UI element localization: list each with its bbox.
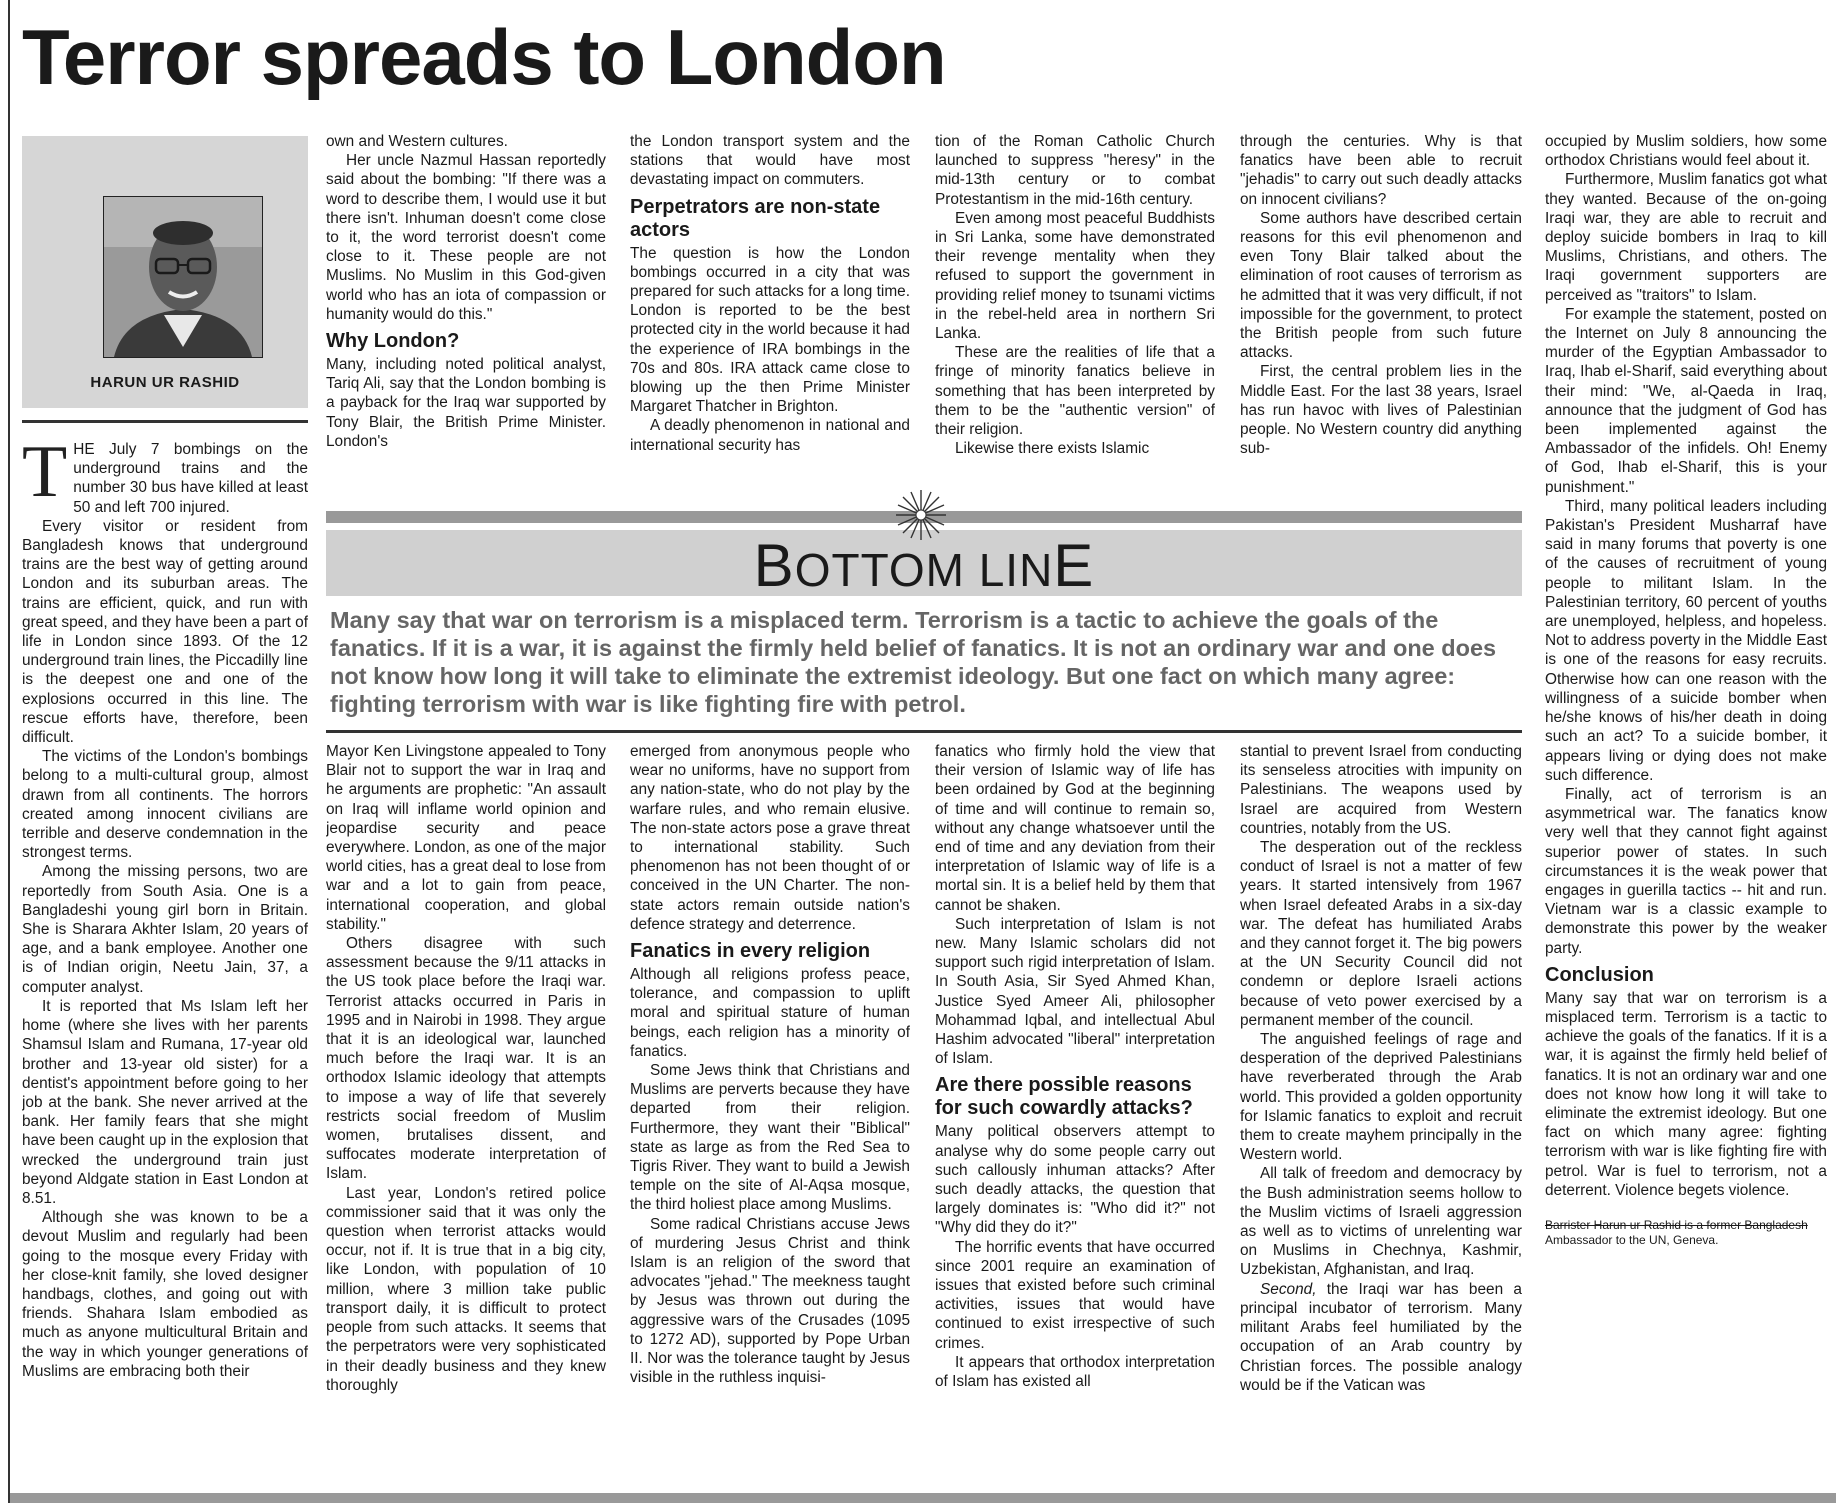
bottom-line-title-cap1: B (753, 532, 795, 599)
paragraph-text: It appears that orthodox interpretation of Islam has existed all (935, 1353, 1215, 1391)
paragraph-text: Although she was known to be a devout Muslim and regularly had been going to the mosque every Friday with her close-knit family, she loved designer handbags, clothes, and going out with friends. Shahara Islam embodied as much as anyone multicultural Britain and the way in which younger generations of Muslims are embracing both their (22, 1209, 308, 1380)
paragraph (1545, 170, 1827, 304)
paragraph (22, 862, 308, 996)
section-heading: Are there possible reasons for such cowardly attacks? (935, 1074, 1193, 1120)
paragraph (1545, 305, 1827, 497)
paragraph-text: through the centuries. Why is that fanatics have been able to recruit "jehadis" to carry out such deadly attacks on innocent civilians? (1240, 133, 1522, 208)
column-4-bottom (935, 742, 1215, 1490)
section-heading: Why London? (326, 330, 460, 353)
paragraph (630, 742, 910, 934)
column-3-bottom (630, 742, 910, 1490)
paragraph (630, 1215, 910, 1388)
paragraph-text: stantial to prevent Israel from conducting its senseless atrocities with impunity on Palestinians. The weapons used by Israel are acquired from Western countries, notably from the US. (1240, 743, 1522, 837)
paragraph (935, 1353, 1215, 1391)
paragraph (935, 439, 1215, 458)
paragraph (1240, 1280, 1522, 1395)
paragraph-text: These are the realities of life that a fringe of minority fanatics believe in something that has been interpreted by them to be the "authentic version" of their religion. (935, 344, 1215, 439)
paragraph (935, 1238, 1215, 1353)
paragraph-text: It is reported that Ms Islam left her home (where she lives with her parents Shamsul Islam and Rumana, 17-year old brother and 13-year old sister) for a dentist's appointment before going to her job at the bank. She never arrived at the bank. Her family fears that she might have been caught up in the explosion that wrecked the underground train just beyond Aldgate station in East London at 8.51. (22, 997, 308, 1207)
bottom-line-pullquote: Many say that war on terrorism is a misplaced term. Terrorism is a tactic to achieve the goals of the fanatics. If it is a war, it is against the firmly held belief of fanatics. It is not an ordinary war and one does not know how long it will take to eliminate the extremist ideology. But one fact on which many agree: fighting terrorism with war is like fighting fire with petrol. (330, 607, 1497, 717)
paragraph-text: Many, including noted political analyst, Tariq Ali, say that the London bombing is a payback for the Iraq war supported by Tony Blair, the British Prime Minister. London's (326, 356, 606, 450)
column-6-body (1545, 132, 1827, 1200)
bottom-line-title-small: OTTOM LIN (794, 544, 1054, 596)
paragraph-text: Third, many political leaders including Pakistan's President Musharraf have said in many forums that poverty is one of the causes of recruitment of young people to militant Islam. In the Palestinian territory, 60 percent of youths are unemployed, helpless, and hopeless. Not to address poverty in the Middle East is one of the reasons for easy recruits. Otherwise how can one reason with the willingness of a suicide bomber when he/she knows of his/her death in doing such an act? To a suicide bomber, it appears living or dying does not make such difference. (1545, 497, 1827, 784)
paragraph-text: Last year, London's retired police commissioner said that it was only the question when terrorist attacks would occur, not if. It is true that in a big city, like London, with population of 10 million, where 3 million take public transport daily, it is difficult to protect people from such attacks. It seems that the perpetrators were very sophisticated in their deadly business and they knew thoroughly (326, 1184, 606, 1394)
paragraph (935, 915, 1215, 1069)
footnote-line-1: Barrister Harun ur Rashid is a former Bangladesh (1545, 1217, 1808, 1232)
bottom-line-title-cap2: E (1053, 532, 1095, 599)
author-box (22, 136, 308, 408)
drop-cap: T (22, 440, 68, 513)
italic-lead: Second, (1260, 1280, 1317, 1298)
paragraph (1240, 1164, 1522, 1279)
paragraph (935, 742, 1215, 915)
paragraph (326, 1184, 606, 1395)
paragraph-text: own and Western cultures. (326, 133, 508, 150)
paragraph (22, 747, 308, 862)
author-portrait-icon (103, 196, 263, 358)
paragraph-text: Likewise there exists Islamic (955, 440, 1150, 458)
paragraph (1240, 362, 1522, 458)
paragraph-text: Many political observers attempt to analyse why do some people carry out such callously inhuman attacks? After such deadly attacks, the question that largely dominates is: "Who did it?" not "Why did they do it?" (935, 1123, 1215, 1237)
paragraph (22, 997, 308, 1208)
paragraph (935, 209, 1215, 343)
paragraph (1240, 742, 1522, 838)
paragraph (630, 1061, 910, 1215)
paragraph-text: emerged from anonymous people who wear no uniforms, have no support from any nation-state, who do not play by the warfare rules, and who remain elusive. The non-state actors pose a grave threat to international stability. Such phenomenon has not been thought of or conceived in the UN Charter. The non-state actors remain outside nation's defence strategy and deterrence. (630, 743, 910, 933)
paragraph-text: The anguished feelings of rage and desperation of the deprived Palestinians have reverberated through the Arab world. This provided a golden opportunity for Islamic fanatics to exploit and recruit them to create mayhem principally in the Western world. (1240, 1031, 1522, 1164)
paragraph-text: Every visitor or resident from Bangladesh knows that underground trains are the best way of getting around London and its suburban areas. The trains are efficient, quick, and run with great speed, and they have been a part of life in London since 1893. Of the 12 underground train lines, the Piccadilly line is the deepest one and one of the explosions occurred in this line. The rescue efforts have, therefore, been difficult. (22, 517, 308, 747)
paragraph (630, 965, 910, 1061)
paragraph (326, 934, 606, 1184)
paragraph (630, 416, 910, 454)
left-page-rule (8, 0, 10, 1503)
paragraph (630, 132, 910, 190)
column-2-top (326, 132, 606, 507)
column-3-top (630, 132, 910, 507)
paragraph (935, 1122, 1215, 1237)
paragraph (326, 742, 606, 934)
paragraph-text: Even among most peaceful Buddhists in Sri Lanka, some have demonstrated their revenge mentality when they refused to support the government in providing relief money to tsunami victims in the rebel-held area in northern Sri Lanka. (935, 209, 1215, 343)
paragraph-text: Her uncle Nazmul Hassan reportedly said about the bombing: "If there was a word to describe them, I would use it but there isn't. Inhuman doesn't come close to it, the word terrorist doesn't come close to it. These people are not Muslims. No Muslim in this God-given world who has an iota of compassion or humanity would do this." (326, 152, 606, 323)
paragraph (1240, 838, 1522, 1030)
paragraph (326, 151, 606, 324)
paragraph-text: All talk of freedom and democracy by the Bush administration seems hollow to the Muslim victims of Israeli aggression as well as to victims of unrelenting war on Muslims in Chechnya, Kashmir, Uzbekistan, Afghanistan, and Iraq. (1240, 1165, 1522, 1279)
paragraph-text: The question is how the London bombings occurred in a city that was prepared for such attacks for a long time. London is reported to be the best protected city in the world because it had the experience of IRA bombings in the 70s and 80s. IRA attack came close to blowing up the then Prime Minister Margaret Thatcher in Brighton. (630, 244, 910, 416)
paragraph-text: Finally, act of terrorism is an asymmetrical war. The fanatics know very well that they cannot fight against superior power of states. In such circumstances it is the weak power that engages in guerilla tactics -- hit and run. Vietnam war is a classic example to demonstrate this power by the weaker party. (1545, 785, 1827, 957)
paragraph-text: Mayor Ken Livingstone appealed to Tony Blair not to support the war in Iraq and he arguments are prophetic: "An assault on Iraq will inflame world opinion and jeopardise security and peace everywhere. London, as one of the major world cities, has a great deal to lose from war and a lot to gain from peace, international cooperation, and global stability." (326, 743, 606, 933)
paragraph-text: The victims of the London's bombings belong to a multi-cultural group, almost drawn from all continents. The horrors created among innocent civilians are terrible and deserve condemnation in the strongest terms. (22, 748, 308, 862)
paragraph-text: Others disagree with such assessment because the 9/11 attacks in the US took place before the Iraqi war. Terrorist attacks occurred in Paris in 1995 and in Nairobi in 1998. They argue that it is an ideological war, launched much before the Iraqi war. It is an orthodox Islamic ideology that attempts to impose a way of life that severely restricts social freedom of Muslim women, brutalises dissent, and suffocates moderate interpretation of Islam. (326, 935, 606, 1183)
paragraph (1545, 785, 1827, 958)
author-footnote (1545, 1218, 1827, 1248)
paragraph (1240, 1030, 1522, 1164)
paragraph (1545, 989, 1827, 1200)
paragraph (326, 132, 606, 151)
paragraph-text: the London transport system and the stations that would have most devastating impact on commuters. (630, 133, 910, 189)
paragraph-text: the Iraqi war has been a principal incubator of terrorism. Many militant Arabs feel humiliated by the occupation of an Arab country by Christian forces. The possible analogy would be if the Vatican was (1240, 1280, 1522, 1394)
column-4-top (935, 132, 1215, 507)
paragraph-text: HE July 7 bombings on the underground trains and the number 30 bus have killed at least 50 and left 700 injured. (73, 441, 308, 516)
paragraph (1240, 209, 1522, 363)
footnote-line-2: Ambassador to the UN, Geneva. (1545, 1232, 1719, 1247)
paragraph-text: The horrific events that have occurred since 2001 require an examination of issues that existed before such criminal activities, issues that would have continued to exist irrespective of such crimes. (935, 1238, 1215, 1352)
paragraph (22, 517, 308, 747)
paragraph-text: For example the statement, posted on the Internet on July 8 announcing the murder of the Egyptian Ambassador to Iraq, Ihab el-Sharif, said everything about their mind: "We, al-Qaeda in Iraq, announce that the judgment of God has been implemented against the Ambassador of the infidels. Oh! Enemy of God, Ihab el-Sharif, this is your punishment." (1545, 305, 1827, 496)
paragraph-text: Many say that war on terrorism is a misplaced term. Terrorism is a tactic to achieve the goals of the fanatics. If it is a war, it is against the firmly held belief of fanatics. It is not an ordinary war and one does not know how long it will take to eliminate the extremist ideology. But one fact on which many agree: fighting terrorism with war is like fighting fire with petrol. War is fuel to terrorism, not a deterrent. Violence begets violence. (1545, 989, 1827, 1199)
paragraph (22, 440, 308, 517)
paragraph-text: Furthermore, Muslim fanatics got what they wanted. Because of the on-going Iraqi war, they are able to recruit and deploy suicide bombers in Iraq to kill Muslims, Christians, and others. The Iraqi government supporters are perceived as "traitors" to Islam. (1545, 171, 1827, 304)
paragraph (935, 343, 1215, 439)
paragraph (1240, 132, 1522, 209)
paragraph-text: occupied by Muslim soldiers, how some orthodox Christians would feel about it. (1545, 133, 1827, 170)
author-byline: HARUN UR RASHID (90, 374, 240, 391)
bottom-line-title (326, 534, 1522, 602)
headline: Terror spreads to London (22, 13, 946, 101)
paragraph-text: Some authors have described certain reasons for this evil phenomenon and even Tony Blair talked about the elimination of root causes of terrorism as he admitted that it was very difficult, if not impossible for the government, to protect the British people from such future attacks. (1240, 209, 1522, 362)
paragraph (326, 355, 606, 451)
column-2-bottom (326, 742, 606, 1490)
paragraph-text: Although all religions profess peace, tolerance, and compassion to uplift moral and spiritual stature of human beings, each religion has a minority of fanatics. (630, 966, 910, 1060)
paragraph (1545, 497, 1827, 785)
paragraph (22, 1208, 308, 1381)
paragraph-text: Some Jews think that Christians and Muslims are perverts because they have departed from their religion. Furthermore, they want their "Biblical" state as large as from the Red Sea to Tigris River. They want to build a Jewish temple on the site of Al-Aqsa mosque, the third holiest place among Muslims. (630, 1062, 910, 1214)
section-heading: Fanatics in every religion (630, 940, 871, 963)
column-6 (1545, 132, 1827, 1490)
section-heading: Conclusion (1545, 963, 1654, 986)
paragraph-text: Among the missing persons, two are reportedly from South Asia. One is a Bangladeshi young girl born in Britain. She is Sharara Akhter Islam, 20 years of age, and a bank employee. Another one is of Indian origin, Neetu Jain, 37, a computer analyst. (22, 863, 308, 996)
column-1 (22, 440, 308, 1490)
paragraph-text: Such interpretation of Islam is not new. Many Islamic scholars did not support such rigid interpretation of Islam. In South Asia, Sir Syed Ahmed Khan, Justice Syed Ameer Ali, philosopher Mohammad Iqbal, and intellectual Abul Hashim advocated "liberal" interpretation of Islam. (935, 915, 1215, 1068)
paragraph-text: tion of the Roman Catholic Church launched to suppress "heresy" in the mid-13th century or to combat Protestantism in the mid-16th century. (935, 133, 1215, 208)
bottom-page-bar (10, 1493, 1836, 1503)
paragraph-text: fanatics who firmly hold the view that their version of Islamic way of life has been ordained by God at the beginning of time and will continue to remain so, without any change whatsoever until the end of time and any deviation from their interpretation of Islamic way of life is a mortal sin. It is a belief held by them that cannot be shaken. (935, 743, 1215, 914)
column-5-top (1240, 132, 1522, 507)
bottom-line-rule (326, 730, 1522, 733)
paragraph (1545, 132, 1827, 170)
paragraph-text: The desperation out of the reckless conduct of Israel is not a matter of few years. It started intensively from 1967 when Israel defeated Arabs in a six-day war. The defeat has humiliated Arabs and they cannot forget it. The big powers at the UN Security Council did not condemn or deplore Israeli actions because of veto power exercised by a permanent member of the council. (1240, 839, 1522, 1029)
section-heading: Perpetrators are non-state actors (630, 195, 881, 241)
paragraph-text: A deadly phenomenon in national and international security has (630, 417, 910, 454)
byline-divider (22, 420, 308, 423)
paragraph-text: First, the central problem lies in the Middle East. For the last 38 years, Israel has run havoc with lives of Palestinian people. No Western country did anything sub- (1240, 363, 1522, 458)
paragraph-text: Some radical Christians accuse Jews of murdering Jesus Christ and think Islam is an religion of the sword that advocates "jehad." The meekness taught by Jesus was thrown out during the aggressive wars of the Crusades (1095 to 1272 AD), supported by Pope Urban II. Nor was the tolerance taught by Jesus visible in the ruthless inquisi- (630, 1215, 910, 1387)
paragraph (630, 244, 910, 417)
paragraph (935, 132, 1215, 209)
column-5-bottom (1240, 742, 1522, 1490)
